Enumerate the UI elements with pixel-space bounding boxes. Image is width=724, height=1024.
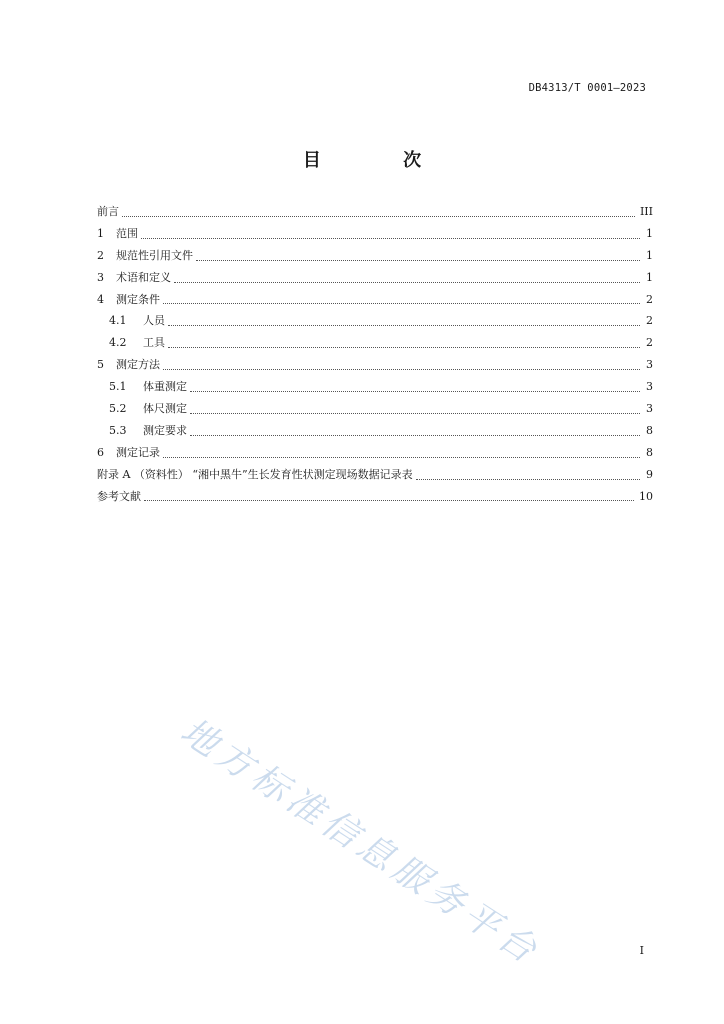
toc-entry-page: III — [639, 205, 653, 218]
toc-entry-appendix[interactable] — [97, 466, 653, 488]
toc-subentry[interactable] — [97, 312, 653, 334]
toc-leader-dots — [122, 216, 635, 217]
toc-entry[interactable] — [97, 291, 653, 313]
toc-entry-label: 规范性引用文件 — [116, 248, 193, 262]
toc-leader-dots — [168, 325, 640, 326]
toc-leader-dots — [190, 413, 640, 414]
toc-entry-number: 5.1 — [109, 380, 127, 394]
page-title: 目 次 — [302, 150, 460, 171]
toc-entry-label: 人员 — [143, 314, 165, 328]
toc-leader-dots — [163, 303, 640, 304]
toc-entry-page: 3 — [646, 402, 653, 416]
toc-subentry[interactable] — [97, 334, 653, 356]
toc-entry[interactable] — [97, 225, 653, 247]
toc-entry[interactable] — [97, 356, 653, 378]
toc-entry-number: 3 — [97, 270, 104, 284]
toc-entry-page: 3 — [646, 358, 653, 372]
toc-entry-label: 术语和定义 — [116, 270, 171, 284]
toc-entry-number: 5.3 — [109, 423, 127, 437]
toc-leader-dots — [190, 391, 640, 392]
table-of-contents — [97, 203, 653, 509]
toc-entry[interactable] — [97, 203, 653, 225]
toc-entry-label: 工具 — [143, 336, 165, 350]
toc-entry[interactable] — [97, 444, 653, 466]
toc-subentry[interactable] — [97, 422, 653, 444]
toc-entry-number: 4 — [97, 292, 104, 306]
toc-entry-page: 8 — [646, 445, 653, 459]
toc-entry-label: 测定要求 — [143, 423, 187, 437]
toc-entry-number: 4.2 — [109, 336, 127, 350]
toc-entry-page: 2 — [646, 292, 653, 306]
toc-entry-label: 范围 — [116, 226, 138, 240]
toc-subentry[interactable] — [97, 400, 653, 422]
toc-leader-dots — [168, 347, 640, 348]
toc-leader-dots — [141, 238, 640, 239]
toc-entry-label: 附录 A （资料性） “湘中黑牛”生长发育性状测定现场数据记录表 — [97, 467, 413, 481]
toc-entry-page: 3 — [646, 380, 653, 394]
toc-entry-number: 1 — [97, 226, 104, 240]
toc-entry-page: 9 — [646, 467, 653, 481]
toc-entry-label: 测定记录 — [116, 445, 160, 459]
toc-entry-number: 5 — [97, 358, 104, 372]
toc-entry-label: 测定方法 — [116, 358, 160, 372]
toc-entry[interactable] — [97, 247, 653, 269]
toc-entry-number: 6 — [97, 445, 104, 459]
toc-entry-label: 测定条件 — [116, 292, 160, 306]
toc-leader-dots — [196, 260, 640, 261]
toc-leader-dots — [144, 500, 634, 501]
page-number: I — [639, 944, 644, 957]
toc-entry-label: 体重测定 — [143, 380, 187, 394]
watermark: 地方标准信息服务平台 — [173, 710, 548, 974]
toc-leader-dots — [163, 457, 640, 458]
toc-leader-dots — [174, 282, 640, 283]
toc-entry-page: 1 — [646, 270, 653, 284]
toc-entry-number: 2 — [97, 248, 104, 262]
toc-entry-number: 4.1 — [109, 314, 127, 328]
document-code: DB4313/T 0001—2023 — [528, 82, 646, 94]
toc-entry-page: 10 — [639, 489, 653, 503]
toc-leader-dots — [163, 369, 640, 370]
toc-leader-dots — [416, 479, 640, 480]
toc-entry-label: 参考文献 — [97, 489, 141, 503]
toc-entry-page: 8 — [646, 423, 653, 437]
toc-leader-dots — [190, 435, 640, 436]
toc-subentry[interactable] — [97, 378, 653, 400]
toc-entry-page: 2 — [646, 314, 653, 328]
toc-entry[interactable] — [97, 269, 653, 291]
toc-entry-label: 体尺测定 — [143, 402, 187, 416]
toc-entry-number: 5.2 — [109, 402, 127, 416]
toc-entry-page: 1 — [646, 248, 653, 262]
toc-entry-label: 前言 — [97, 205, 119, 218]
toc-entry-references[interactable] — [97, 488, 653, 510]
toc-entry-page: 2 — [646, 336, 653, 350]
toc-entry-page: 1 — [646, 226, 653, 240]
